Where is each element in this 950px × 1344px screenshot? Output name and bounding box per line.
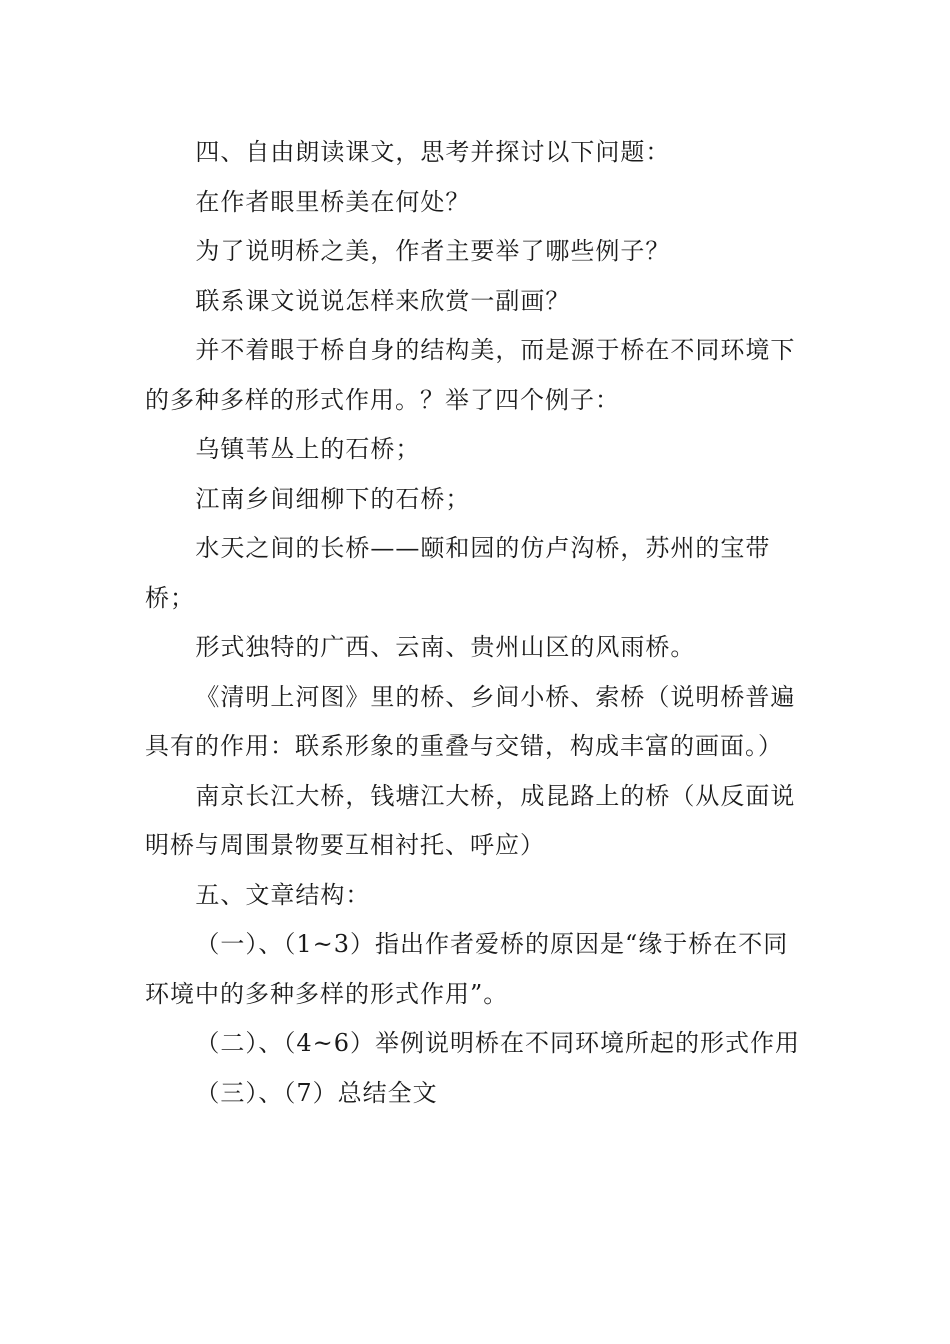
section-four-heading: 四、自由朗读课文，思考并探讨以下问题：: [195, 138, 671, 166]
structure-part-1: （一）、（1~3）指出作者爱桥的原因是“缘于桥在不同环境中的多种多样的形式作用”。: [145, 930, 789, 1008]
answer-intro: 并不着眼于桥自身的结构美，而是源于桥在不同环境下的多种多样的形式作用。？举了四个例子：: [145, 336, 796, 414]
structure-part-2: （二）、（4~6）举例说明桥在不同环境所起的形式作用: [195, 1029, 801, 1057]
document-page: [145, 128, 810, 1118]
question-3: 联系课文说说怎样来欣赏一副画？: [195, 286, 571, 315]
example-3: 水天之间的长桥——颐和园的仿卢沟桥，苏州的宝带桥；: [145, 534, 771, 612]
example-1: 乌镇苇丛上的石桥；: [195, 435, 421, 463]
question-2: 为了说明桥之美，作者主要举了哪些例子？: [195, 237, 671, 265]
section-five-heading: 五、文章结构：: [195, 880, 371, 909]
example-2: 江南乡间细柳下的石桥；: [195, 484, 471, 513]
question-1: 在作者眼里桥美在何处？: [195, 187, 471, 216]
example-4: 形式独特的广西、云南、贵州山区的风雨桥。: [195, 633, 696, 661]
structure-part-3: （三）、（7）总结全文: [195, 1078, 438, 1107]
modern-bridges: 南京长江大桥，钱塘江大桥，成昆路上的桥（从反面说明桥与周围景物要互相衬托、呼应）: [145, 781, 796, 859]
painting-bridges: 《清明上河图》里的桥、乡间小桥、索桥（说明桥普遍具有的作用：联系形象的重叠与交错，构成丰富的画面。）: [145, 682, 796, 760]
